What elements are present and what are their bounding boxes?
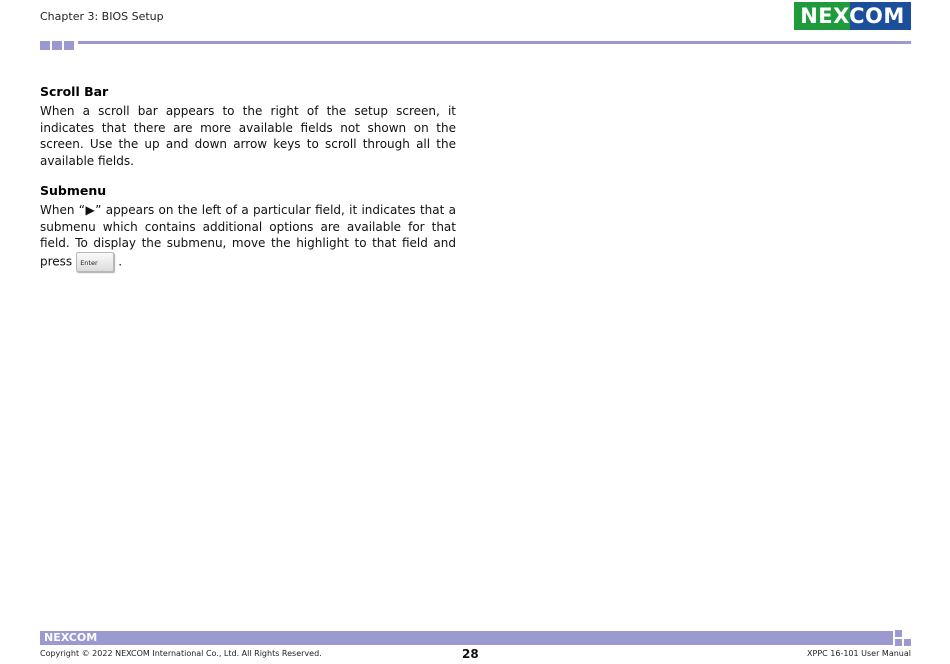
section-body-submenu xyxy=(40,202,456,272)
footer-bar xyxy=(40,631,893,645)
enter-key-icon xyxy=(76,252,114,272)
copyright-text: Copyright © 2022 NEXCOM International Co., Ltd. All Rights Reserved. xyxy=(40,649,322,658)
chapter-title: Chapter 3: BIOS Setup xyxy=(40,10,164,23)
footer-square xyxy=(895,639,902,646)
enter-key-label: Enter xyxy=(80,258,98,267)
footer-square xyxy=(904,639,911,646)
header-square xyxy=(52,41,62,50)
footer-decoration-squares xyxy=(895,630,911,646)
footer-logo: NEXCOM xyxy=(44,631,98,644)
header-rule xyxy=(78,41,911,44)
header-decoration-squares xyxy=(40,41,74,50)
manual-name: XPPC 16-101 User Manual xyxy=(807,649,911,658)
main-content xyxy=(40,84,456,286)
submenu-text-end: . xyxy=(118,254,123,268)
footer-square xyxy=(895,630,902,637)
section-heading-scroll-bar: Scroll Bar xyxy=(40,84,109,99)
section-body-scroll-bar: When a scroll bar appears to the right of the setup screen, it indicates that there are more available fields not shown on the screen. Use the up and down arrow keys to scroll through all the available fields. xyxy=(40,104,456,168)
header-square xyxy=(40,41,50,50)
logo-text: NEXCOM xyxy=(800,4,905,28)
section-heading-submenu: Submenu xyxy=(40,183,107,198)
header-square xyxy=(64,41,74,50)
submenu-text: When “▶” appears on the left of a particular field, it indicates that a submenu which contains additional options are available for that field. To display the submenu, move the highlight to that field and press xyxy=(40,203,456,268)
nexcom-logo xyxy=(794,2,911,30)
page-number: 28 xyxy=(462,647,479,661)
